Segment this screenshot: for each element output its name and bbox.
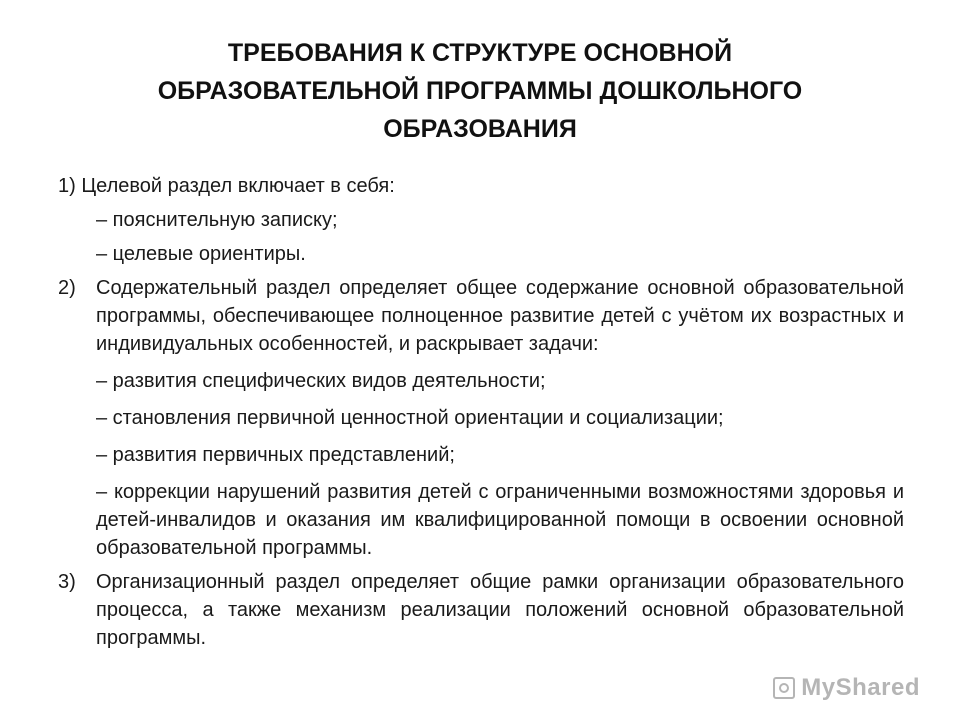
section-3-number: 3) bbox=[58, 571, 76, 593]
section-1-item-1: – пояснительную записку; bbox=[96, 209, 338, 231]
watermark-text: MyShared bbox=[801, 674, 920, 701]
section-1-item-2: – целевые ориентиры. bbox=[96, 243, 306, 265]
watermark bbox=[773, 674, 920, 702]
title-line-2: ОБРАЗОВАТЕЛЬНОЙ ПРОГРАММЫ ДОШКОЛЬНОГО bbox=[157, 77, 803, 105]
slide-title bbox=[40, 34, 920, 148]
title-line-3: ОБРАЗОВАНИЯ bbox=[383, 115, 577, 143]
slide-content bbox=[58, 172, 904, 652]
section-2-item-4: – коррекции нарушений развития детей с ограниченными возможностями здоровья и детей-инвалидов и оказания им квалифицированной помощи в освоении основной образовательной программы. bbox=[96, 481, 904, 559]
section-2-paragraph bbox=[58, 274, 904, 358]
section-2-text: Содержательный раздел определяет общее содержание основной образовательной программы, обеспечивающее полноценное развитие детей с учётом их возрастных и индивидуальных особенностей, и раскрывает задачи: bbox=[96, 277, 904, 355]
myshared-logo-icon bbox=[773, 677, 795, 699]
section-2-item-3: – развития первичных представлений; bbox=[96, 444, 455, 466]
section-2-number: 2) bbox=[58, 277, 76, 299]
section-3-text: Организационный раздел определяет общие рамки организации образовательного процесса, а также механизм реализации положений основной образовательной программы. bbox=[96, 571, 904, 649]
title-line-1: ТРЕБОВАНИЯ К СТРУКТУРЕ ОСНОВНОЙ bbox=[227, 39, 733, 67]
section-3-paragraph bbox=[58, 568, 904, 652]
section-2-item-2: – становления первичной ценностной ориентации и социализации; bbox=[96, 407, 724, 429]
section-2-item-1: – развития специфических видов деятельности; bbox=[96, 370, 546, 392]
section-1-heading: 1) Целевой раздел включает в себя: bbox=[58, 175, 395, 197]
